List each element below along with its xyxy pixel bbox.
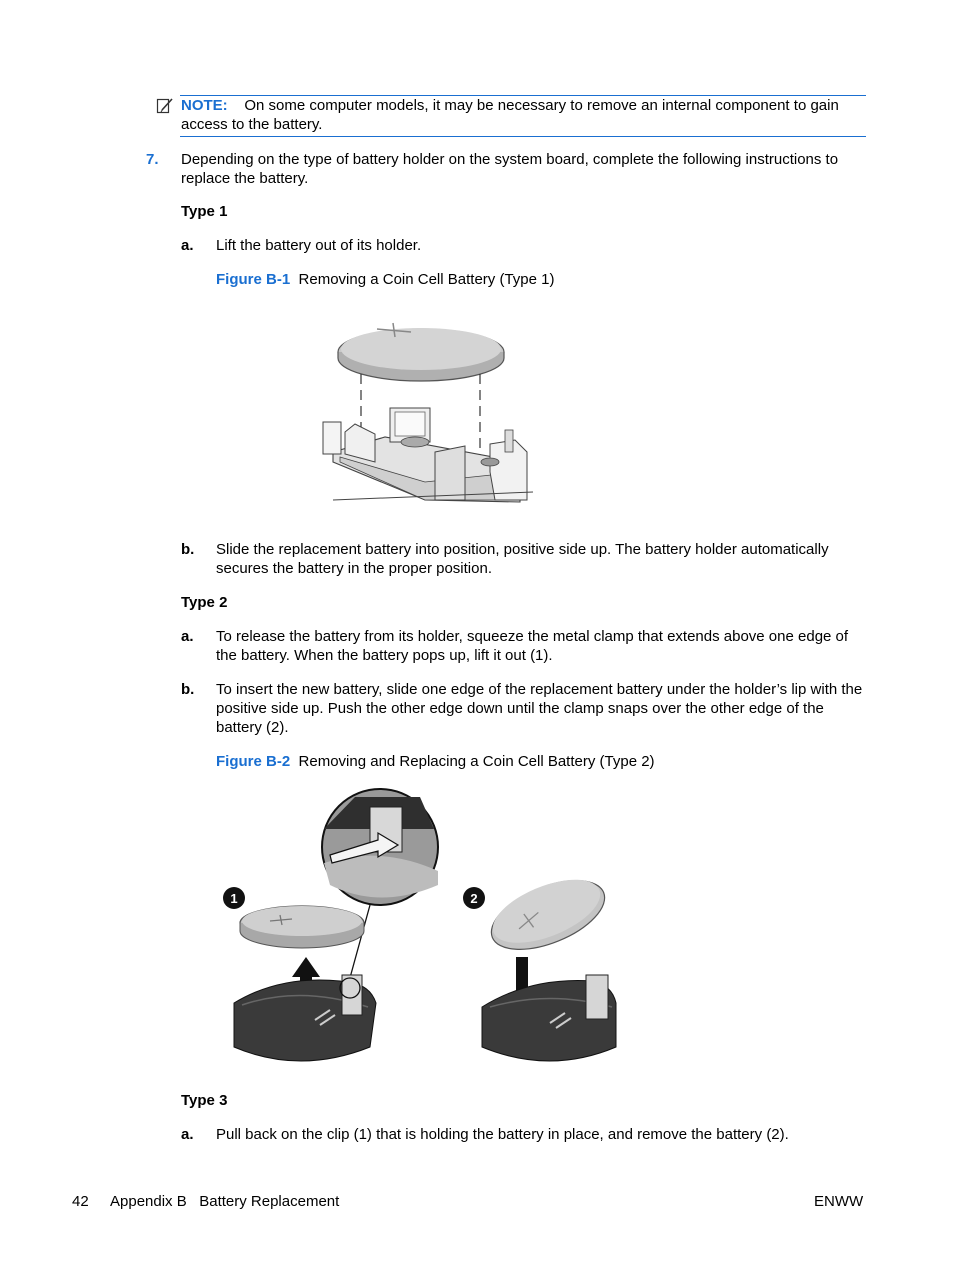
figure-b1-number: Figure B-1 — [216, 271, 291, 288]
page-number: 42 — [72, 1193, 89, 1210]
type3-a-text: Pull back on the clip (1) that is holding the battery in place, and remove the battery (2). — [216, 1126, 789, 1143]
type3-a-label: a. — [181, 1126, 194, 1143]
type1-a-label: a. — [181, 237, 194, 254]
type2-heading: Type 2 — [181, 594, 228, 611]
type2-a-text: To release the battery from its holder, squeeze the metal clamp that extends above one edge of the battery. When the battery pops up, lift it out (1). — [216, 628, 849, 664]
type2-a-label: a. — [181, 628, 194, 645]
figure-b1-title: Removing a Coin Cell Battery (Type 1) — [298, 271, 555, 288]
figure-b2-title: Removing and Replacing a Coin Cell Battery (Type 2) — [298, 753, 655, 770]
footer-doc-code: ENWW — [814, 1193, 864, 1210]
type1-b-label: b. — [181, 541, 195, 558]
type2-b-label: b. — [181, 681, 195, 698]
type1-a-text: Lift the battery out of its holder. — [216, 237, 422, 254]
type1-heading: Type 1 — [181, 203, 228, 220]
note — [181, 96, 871, 134]
figure-b2-number: Figure B-2 — [216, 753, 291, 770]
type3-heading: Type 3 — [181, 1092, 228, 1109]
step-text: Depending on the type of battery holder on the system board, complete the following instructions to replace the battery. — [181, 151, 839, 187]
step-number: 7. — [146, 151, 159, 168]
note-pencil-icon — [156, 97, 174, 115]
type1-b-text: Slide the replacement battery into position, positive side up. The battery holder automatically secures the battery in the proper position. — [216, 541, 829, 577]
note-text: On some computer models, it may be necessary to remove an internal component to gain access to the battery. — [181, 97, 839, 133]
type2-b-text: To insert the new battery, slide one edge of the replacement battery under the holder’s lip with the positive side up. Push the other edge down until the clamp snaps over the other edge of the battery (2). — [216, 681, 863, 736]
callout-1: 1 — [230, 891, 238, 906]
note-label: NOTE: — [181, 97, 228, 114]
figure-b2-illustration — [220, 785, 640, 1075]
footer-section: Appendix B Battery Replacement — [110, 1193, 340, 1210]
figure-b1-caption — [216, 270, 554, 289]
callout-2: 2 — [470, 891, 478, 906]
figure-b1-illustration — [315, 312, 540, 507]
figure-b2-caption — [216, 752, 655, 771]
